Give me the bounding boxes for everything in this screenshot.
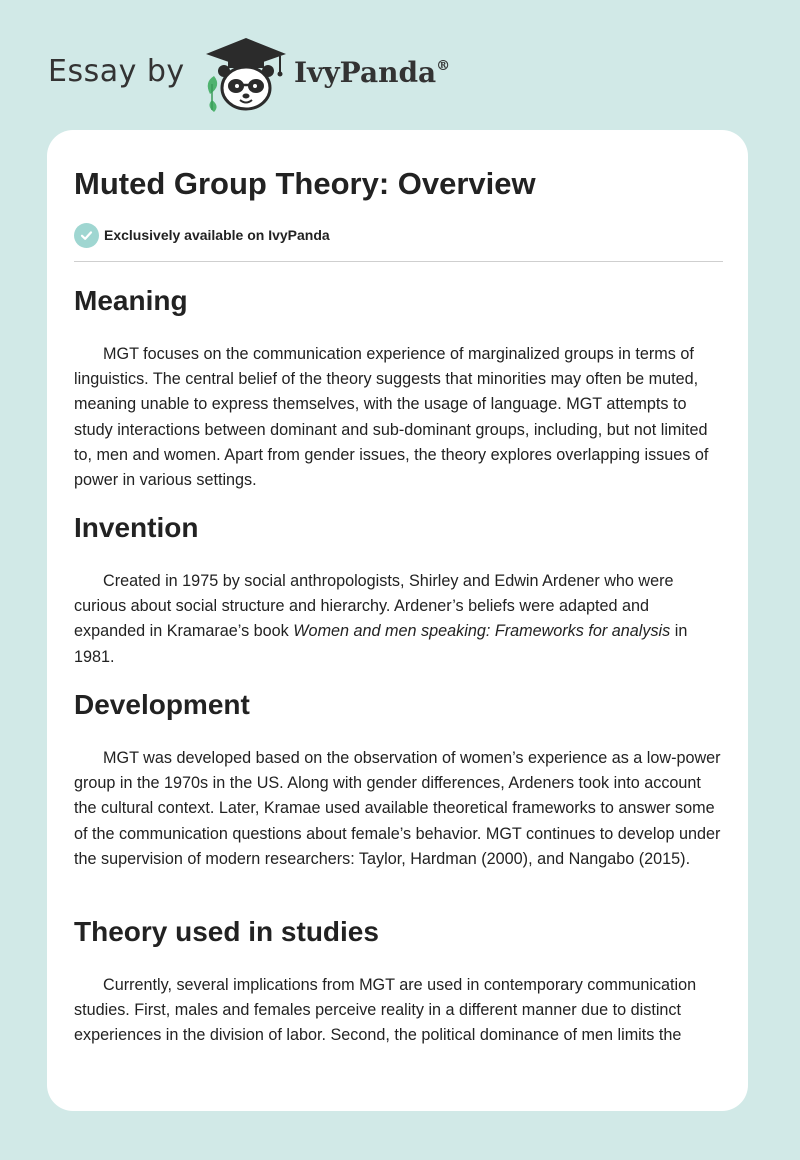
title-divider bbox=[74, 261, 723, 262]
essay-card bbox=[47, 130, 748, 1111]
panda-graduate-icon[interactable] bbox=[202, 36, 290, 112]
essay-title: Muted Group Theory: Overview bbox=[74, 166, 536, 201]
section-paragraph-meaning: MGT focuses on the communication experience of marginalized groups in terms of linguistics. The central belief of the theory suggests that minorities may often be muted, meaning unable to express themselves, with the usage of language. MGT attempts to study interactions between dominant and sub-dominant groups, including, but not limited to, men and women. Apart from gender issues, the theory explores overlapping issues of power in various settings. bbox=[74, 345, 709, 490]
book-title: Women and men speaking: Frameworks for analysis bbox=[293, 622, 671, 641]
exclusive-badge-text: Exclusively available on IvyPanda bbox=[104, 227, 330, 243]
site-header bbox=[48, 36, 508, 112]
section-paragraph-theory-used: Currently, several implications from MGT are used in contemporary communication studies. First, males and females perceive reality in a different manner due to distinct experiences in the division of labor. Second, the political dominance of men limits the bbox=[74, 976, 697, 1045]
brand-name[interactable]: IvyPanda® bbox=[294, 56, 451, 89]
section-heading-invention: Invention bbox=[74, 512, 199, 543]
section-heading-theory-used: Theory used in studies bbox=[74, 916, 379, 947]
registered-mark: ® bbox=[436, 58, 451, 74]
essay-by-label: Essay by bbox=[48, 54, 185, 89]
exclusive-badge bbox=[74, 222, 330, 248]
section-heading-development: Development bbox=[74, 689, 250, 720]
section-heading-meaning: Meaning bbox=[74, 285, 188, 316]
section-paragraph-development: MGT was developed based on the observation of women’s experience as a low-power group in the 1970s in the US. Along with gender differences, Ardeners took into account the cultural context. Later, Kramae used available theoretical frameworks to answer some of the communication questions about female’s behavior. MGT continues to develop under the supervision of modern researchers: Taylor, Hardman (2000), and Nangabo (2015). bbox=[74, 749, 721, 868]
check-icon bbox=[74, 223, 99, 248]
section-paragraph-invention: Created in 1975 by social anthropologists, Shirley and Edwin Ardener who were curious about social structure and hierarchy. Ardener’s beliefs were adapted and expanded in Kramarae’s book Women and men speaking: Frameworks for analysis in 1981. bbox=[74, 572, 688, 666]
